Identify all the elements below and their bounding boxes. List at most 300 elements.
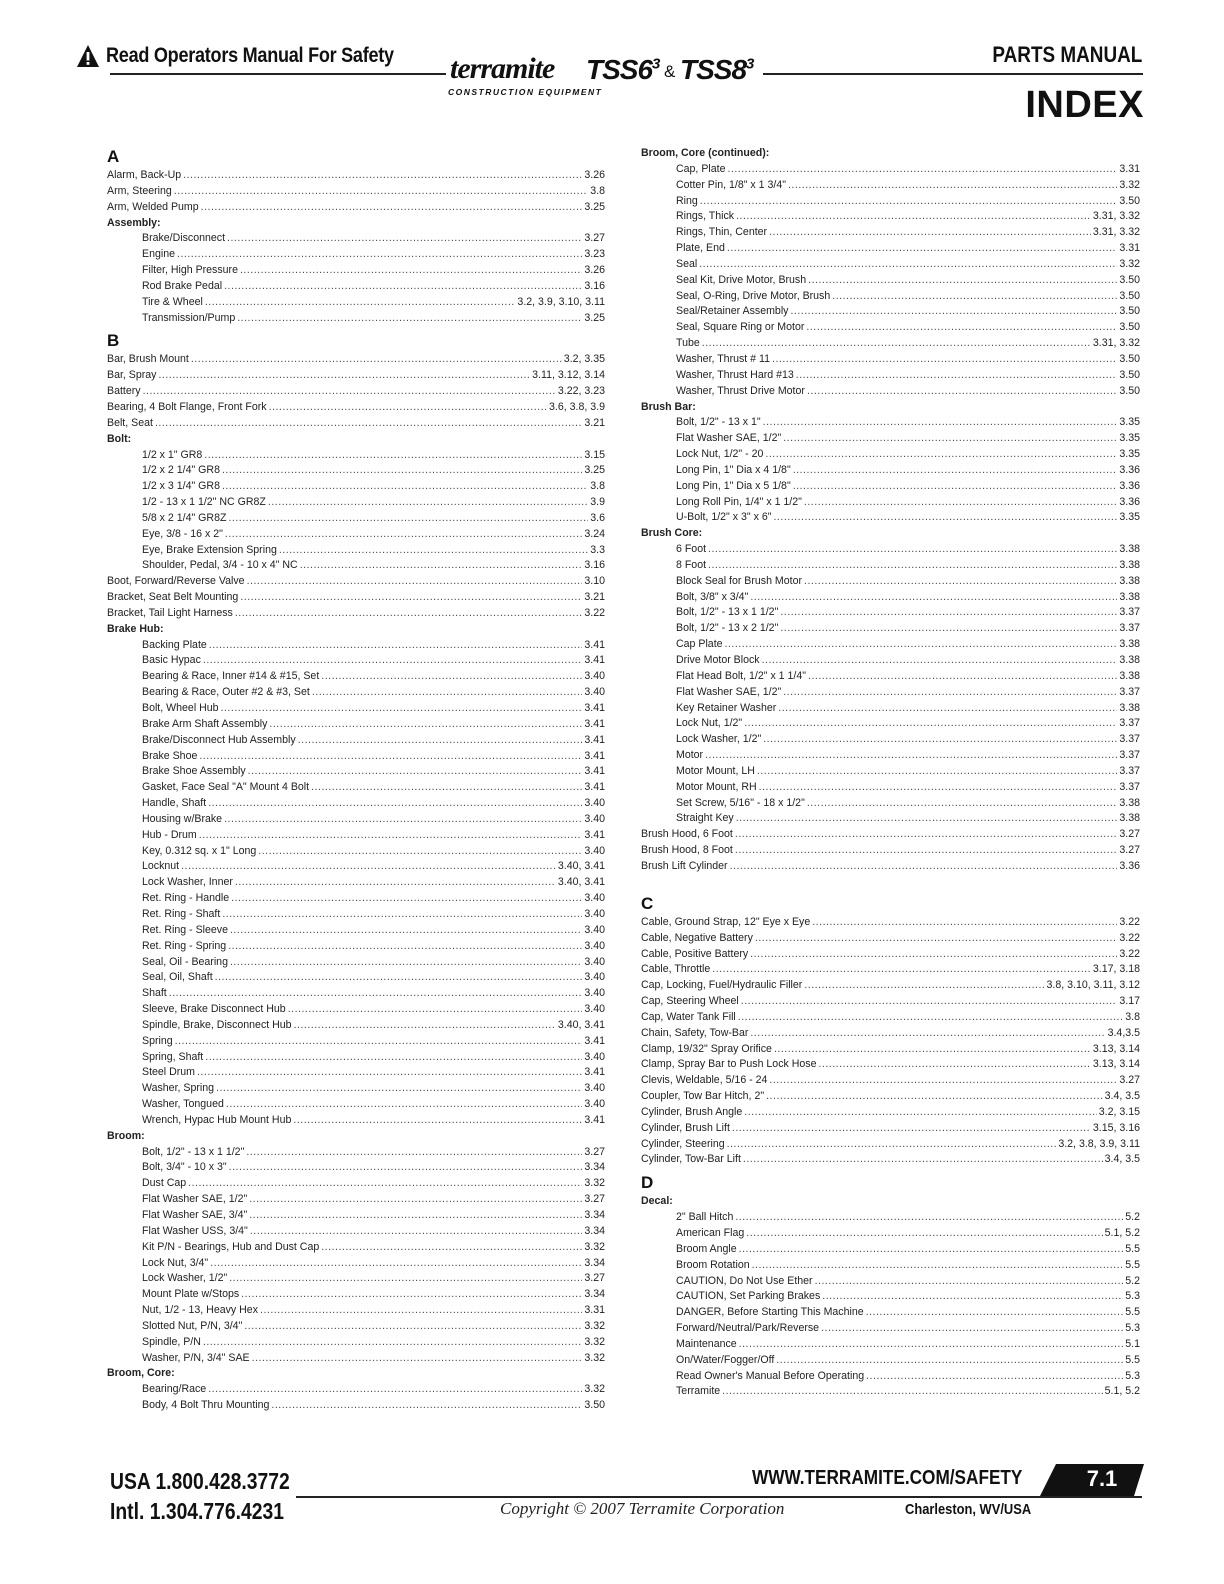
- index-entry: [641, 1353, 1140, 1369]
- dot-leader: [183, 168, 582, 184]
- index-entry: [641, 574, 1140, 590]
- entry-label: Brush Hood, 6 Foot: [641, 828, 733, 841]
- index-entry: [107, 907, 605, 923]
- entry-label: 8 Foot: [676, 558, 707, 571]
- entry-label: Steel Drum: [142, 1066, 195, 1079]
- index-group-heading: [107, 216, 605, 232]
- entry-page-ref: 3.38: [1119, 654, 1140, 666]
- warning-triangle-icon: [76, 44, 100, 68]
- entry-page-ref: 3.25: [584, 464, 605, 477]
- index-entry: [107, 606, 605, 622]
- dot-leader: [258, 844, 582, 860]
- index-entry: [641, 796, 1140, 812]
- entry-label: Long Pin, 1" Dia x 4 1/8": [676, 463, 791, 476]
- entry-page-ref: 3.41: [584, 749, 605, 762]
- entry-label: Motor Mount, RH: [676, 780, 757, 793]
- entry-page-ref: 3.22: [584, 606, 605, 619]
- dot-leader: [700, 194, 1118, 210]
- dot-leader: [776, 1353, 1123, 1369]
- entry-label: Brake Hub:: [107, 622, 164, 635]
- dot-leader: [727, 1137, 1057, 1153]
- dot-leader: [790, 304, 1117, 320]
- index-entry: [641, 732, 1140, 748]
- entry-label: Cap, Water Tank Fill: [641, 1010, 736, 1023]
- index-entry: [107, 1351, 605, 1367]
- entry-page-ref: 5.1, 5.2: [1104, 1385, 1140, 1398]
- index-entry: [641, 1121, 1140, 1137]
- index-entry: [641, 336, 1140, 352]
- dot-leader: [216, 1081, 582, 1097]
- entry-label: Kit P/N - Bearings, Hub and Dust Cap: [142, 1240, 320, 1253]
- entry-page-ref: 3.17, 3.18: [1092, 963, 1140, 976]
- dot-leader: [237, 311, 582, 327]
- index-entry: [641, 304, 1140, 320]
- entry-label: Lock Nut, 1/2" - 20: [676, 448, 764, 461]
- index-entry: [641, 1384, 1140, 1400]
- index-entry: [641, 1337, 1140, 1353]
- entry-page-ref: 3.37: [1119, 733, 1140, 746]
- entry-label: Bearing & Race, Outer #2 & #3, Set: [142, 686, 310, 699]
- entry-page-ref: 3.17: [1119, 995, 1140, 1008]
- entry-page-ref: 5.3: [1125, 1369, 1140, 1382]
- entry-label: Ret. Ring - Spring: [142, 939, 227, 952]
- entry-label: Seal, Oil - Bearing: [142, 955, 228, 968]
- index-entry: [641, 605, 1140, 621]
- dot-leader: [205, 1050, 582, 1066]
- entry-label: Alarm, Back-Up: [107, 169, 182, 181]
- entry-label: Brush Hood, 8 Foot: [641, 844, 733, 857]
- entry-page-ref: 3.40: [584, 987, 605, 1000]
- entry-label: Straight Key: [676, 812, 734, 825]
- entry-page-ref: 3.2, 3.35: [563, 353, 605, 366]
- entry-label: Cylinder, Steering: [641, 1137, 725, 1150]
- index-entry: [107, 653, 605, 669]
- index-entry: [107, 1065, 605, 1081]
- dot-leader: [783, 431, 1117, 447]
- index-entry: [107, 200, 605, 216]
- entry-label: Lock Nut, 3/4": [142, 1256, 209, 1269]
- entry-page-ref: 3.50: [1119, 352, 1140, 365]
- brand-logo: [446, 52, 764, 102]
- dot-leader: [793, 463, 1118, 479]
- entry-page-ref: 3.32: [1119, 178, 1140, 191]
- safety-url: WWW.TERRAMITE.COM/SAFETY: [752, 1467, 1023, 1489]
- entry-label: Bracket, Tail Light Harness: [107, 606, 233, 619]
- entry-page-ref: 3.40: [584, 939, 605, 952]
- entry-label: Lock Washer, 1/2": [676, 733, 762, 746]
- dot-leader: [249, 1192, 582, 1208]
- index-entry: [641, 780, 1140, 796]
- dot-leader: [228, 939, 582, 955]
- entry-label: Assembly:: [107, 216, 161, 229]
- dot-leader: [321, 1240, 582, 1256]
- index-entry: [641, 843, 1140, 859]
- entry-page-ref: 3.36: [1119, 495, 1140, 508]
- entry-label: Clamp, Spray Bar to Push Lock Hose: [641, 1058, 817, 1071]
- entry-page-ref: 3.32: [584, 1177, 605, 1190]
- manual-label: PARTS MANUAL: [992, 42, 1142, 67]
- entry-label: Seal, O-Ring, Drive Motor, Brush: [676, 289, 831, 302]
- entry-page-ref: 3.41: [584, 702, 605, 714]
- entry-label: Rod Brake Pedal: [142, 279, 223, 292]
- index-entry: [641, 685, 1140, 701]
- entry-label: Long Roll Pin, 1/4" x 1 1/2": [676, 495, 802, 508]
- dot-leader: [818, 1057, 1090, 1073]
- dot-leader: [188, 1176, 582, 1192]
- dot-leader: [778, 701, 1117, 717]
- entry-label: Set Screw, 5/16" - 18 x 1/2": [676, 796, 805, 809]
- dot-leader: [765, 447, 1117, 463]
- entry-page-ref: 5.1: [1125, 1337, 1140, 1350]
- entry-page-ref: 3.40: [584, 1050, 605, 1063]
- index-group-heading: [107, 1366, 605, 1382]
- index-entry: [641, 1073, 1140, 1089]
- index-entry: [107, 749, 605, 765]
- index-entry: [641, 978, 1140, 994]
- dot-leader: [725, 637, 1118, 653]
- index-entry: [107, 891, 605, 907]
- entry-page-ref: 3.34: [584, 1224, 605, 1237]
- entry-label: Filter, High Pressure: [142, 264, 238, 277]
- index-entry: [107, 828, 605, 844]
- entry-page-ref: 3.6, 3.8, 3.9: [549, 400, 605, 413]
- entry-page-ref: 3.8: [590, 480, 605, 493]
- index-entry: [107, 247, 605, 263]
- dot-leader: [268, 495, 588, 511]
- dot-leader: [224, 279, 582, 295]
- entry-label: Ret. Ring - Shaft: [142, 907, 221, 920]
- entry-label: Seal: [676, 257, 698, 270]
- entry-label: 1/2 x 1" GR8: [142, 448, 203, 461]
- dot-leader: [821, 1321, 1123, 1337]
- entry-page-ref: 3.21: [584, 591, 605, 604]
- section-letter: B: [107, 331, 120, 351]
- index-entry: [107, 384, 605, 400]
- entry-label: Cap, Locking, Fuel/Hydraulic Filler: [641, 979, 803, 992]
- dot-leader: [732, 1121, 1091, 1137]
- index-entry: [107, 812, 605, 828]
- dot-leader: [222, 479, 588, 495]
- dot-leader: [757, 764, 1117, 780]
- index-entry: [107, 231, 605, 247]
- index-entry: [641, 1042, 1140, 1058]
- entry-page-ref: 3.40, 3.41: [557, 876, 605, 889]
- entry-page-ref: 3.32: [1119, 257, 1140, 270]
- index-entry: [641, 1321, 1140, 1337]
- index-entry: [641, 194, 1140, 210]
- entry-page-ref: 3.37: [1119, 606, 1140, 619]
- entry-label: Decal:: [641, 1195, 673, 1208]
- entry-page-ref: 3.40: [584, 1082, 605, 1095]
- index-entry: [107, 638, 605, 654]
- entry-page-ref: 5.1, 5.2: [1104, 1227, 1140, 1239]
- entry-label: Broom Angle: [676, 1242, 737, 1255]
- entry-label: 1/2 - 13 x 1 1/2" NC GR8Z: [142, 496, 266, 509]
- index-entry: [641, 1210, 1140, 1226]
- entry-label: Brake Arm Shaft Assembly: [142, 717, 268, 730]
- dot-leader: [735, 843, 1118, 859]
- entry-label: Shaft: [142, 987, 167, 1000]
- dot-leader: [247, 574, 583, 590]
- entry-label: Cylinder, Brush Angle: [641, 1105, 743, 1118]
- entry-page-ref: 3.32: [584, 1319, 605, 1332]
- entry-label: Bar, Spray: [107, 369, 157, 382]
- index-entry: [107, 295, 605, 311]
- entry-page-ref: 3.37: [1119, 764, 1140, 777]
- entry-label: Washer, Thrust Hard #13: [676, 368, 794, 381]
- index-entry: [641, 384, 1140, 400]
- index-entry: [107, 1034, 605, 1050]
- entry-page-ref: 3.2, 3.9, 3.10, 3.11: [517, 295, 605, 308]
- entry-label: Rings, Thick: [676, 210, 735, 223]
- dot-leader: [260, 1303, 582, 1319]
- dot-leader: [705, 748, 1117, 764]
- brand-subtitle: CONSTRUCTION EQUIPMENT: [448, 87, 603, 97]
- index-entry: [107, 1002, 605, 1018]
- entry-label: Cotter Pin, 1/8" x 1 3/4": [676, 178, 786, 191]
- dot-leader: [744, 716, 1117, 732]
- dot-leader: [224, 812, 582, 828]
- index-entry: [107, 263, 605, 279]
- index-entry: [641, 1152, 1140, 1168]
- index-entry: [641, 701, 1140, 717]
- dot-leader: [226, 1097, 583, 1113]
- entry-label: Tire & Wheel: [142, 295, 203, 308]
- dot-leader: [231, 891, 582, 907]
- dot-leader: [288, 1002, 583, 1018]
- index-entry: [107, 558, 605, 574]
- dot-leader: [808, 273, 1117, 289]
- index-column-left: [107, 146, 605, 1414]
- dot-leader: [741, 994, 1118, 1010]
- entry-label: Bolt, 1/2" - 13 x 1 1/2": [142, 1145, 245, 1158]
- section-letter: D: [641, 1173, 654, 1193]
- dot-leader: [241, 1287, 582, 1303]
- entry-label: Clevis, Weldable, 5/16 - 24: [641, 1074, 768, 1087]
- entry-page-ref: 3.31: [584, 1304, 605, 1317]
- entry-page-ref: 5.2: [1125, 1274, 1140, 1287]
- entry-label: Cable, Throttle: [641, 963, 711, 976]
- entry-label: Bolt, 1/2" - 13 x 1 1/2": [676, 606, 779, 619]
- index-entry: [641, 947, 1140, 963]
- entry-page-ref: 3.15: [584, 448, 605, 461]
- entry-label: Lock Nut, 1/2": [676, 717, 743, 730]
- entry-page-ref: 3.38: [1119, 638, 1140, 651]
- index-entry: [641, 1369, 1140, 1385]
- index-entry: [107, 1335, 605, 1351]
- dot-leader: [298, 733, 583, 749]
- entry-label: Sleeve, Brake Disconnect Hub: [142, 1003, 286, 1016]
- index-entry: [107, 416, 605, 432]
- entry-label: Brush Core:: [641, 527, 703, 540]
- entry-label: Spring: [142, 1034, 173, 1047]
- dot-leader: [300, 558, 583, 574]
- entry-page-ref: 3.36: [1119, 463, 1140, 476]
- safety-warning: [76, 44, 441, 68]
- dot-leader: [866, 1305, 1124, 1321]
- entry-label: Brush Bar:: [641, 400, 696, 413]
- entry-page-ref: 3.21: [584, 416, 605, 429]
- entry-label: Seal, Square Ring or Motor: [676, 321, 805, 334]
- index-entry: [641, 431, 1140, 447]
- dot-leader: [750, 1026, 1105, 1042]
- index-entry: [107, 1176, 605, 1192]
- index-entry: [107, 986, 605, 1002]
- index-entry: [641, 479, 1140, 495]
- index-entry: [641, 621, 1140, 637]
- dot-leader: [269, 717, 582, 733]
- index-group-heading: [107, 622, 605, 638]
- index-entry: [641, 1026, 1140, 1042]
- dot-leader: [807, 384, 1117, 400]
- model-tss8: $TSS8^3$: [680, 54, 754, 85]
- entry-page-ref: 3.40, 3.41: [557, 1018, 605, 1031]
- entry-label: Drive Motor Block: [676, 654, 760, 666]
- entry-label: Slotted Nut, P/N, 3/4": [142, 1319, 243, 1332]
- entry-page-ref: 3.31, 3.32: [1092, 210, 1140, 223]
- dot-leader: [240, 263, 582, 279]
- entry-page-ref: 3.34: [584, 1209, 605, 1221]
- dot-leader: [235, 875, 556, 891]
- page-title: INDEX: [1025, 84, 1144, 126]
- index-entry: [107, 184, 605, 200]
- entry-page-ref: 3.35: [1119, 432, 1140, 445]
- entry-page-ref: 3.38: [1119, 574, 1140, 587]
- dot-leader: [249, 1208, 582, 1224]
- dot-leader: [769, 1073, 1117, 1089]
- entry-page-ref: 3.40, 3.41: [557, 860, 605, 873]
- dot-leader: [773, 510, 1117, 526]
- entry-page-ref: 3.40: [584, 686, 605, 699]
- index-entry: [641, 368, 1140, 384]
- index-entry: [641, 415, 1140, 431]
- dot-leader: [222, 463, 582, 479]
- entry-page-ref: 3.35: [1119, 448, 1140, 461]
- dot-leader: [244, 1319, 582, 1335]
- index-entry: [641, 764, 1140, 780]
- dot-leader: [815, 1274, 1124, 1290]
- entry-page-ref: 3.40: [584, 812, 605, 825]
- entry-label: 1/2 x 2 1/4" GR8: [142, 464, 220, 477]
- entry-label: Cable, Positive Battery: [641, 947, 749, 960]
- entry-label: Seal/Retainer Assembly: [676, 305, 789, 318]
- index-group-heading: [641, 146, 1140, 162]
- dot-leader: [208, 1382, 582, 1398]
- dot-leader: [208, 796, 582, 812]
- entry-label: CAUTION, Set Parking Brakes: [676, 1290, 821, 1303]
- dot-leader: [750, 947, 1117, 963]
- index-entry: [107, 479, 605, 495]
- entry-page-ref: 3.34: [584, 1288, 605, 1301]
- index-entry: [107, 1319, 605, 1335]
- entry-label: Boot, Forward/Reverse Valve: [107, 575, 245, 588]
- entry-page-ref: 5.3: [1125, 1290, 1140, 1303]
- entry-page-ref: 3.13, 3.14: [1092, 1042, 1140, 1055]
- entry-page-ref: 3.22, 3.23: [557, 385, 605, 398]
- dot-leader: [708, 558, 1117, 574]
- entry-label: Washer, Tongued: [142, 1098, 224, 1111]
- entry-page-ref: 3.25: [584, 200, 605, 213]
- entry-page-ref: 3.31, 3.32: [1092, 226, 1140, 239]
- entry-page-ref: 3.32: [584, 1383, 605, 1396]
- index-entry: [107, 590, 605, 606]
- section-letter: C: [641, 893, 654, 913]
- footer-rule: [296, 1496, 1142, 1498]
- entry-page-ref: 3.32: [584, 1335, 605, 1348]
- dot-leader: [240, 590, 582, 606]
- entry-page-ref: 3.40: [584, 923, 605, 936]
- entry-page-ref: 3.41: [584, 654, 605, 667]
- entry-page-ref: 3.38: [1119, 558, 1140, 571]
- index-group-heading: [641, 400, 1140, 416]
- dot-leader: [832, 289, 1117, 305]
- dot-leader: [311, 780, 582, 796]
- entry-label: Bolt:: [107, 432, 132, 445]
- dot-leader: [772, 352, 1117, 368]
- entry-page-ref: 3.41: [584, 765, 605, 778]
- index-entry: [107, 495, 605, 511]
- intl-phone: Intl. 1.304.776.4231: [110, 1498, 285, 1524]
- dot-leader: [229, 1271, 582, 1287]
- entry-page-ref: 3.38: [1119, 812, 1140, 825]
- entry-page-ref: 3.50: [1119, 273, 1140, 286]
- index-entry: [641, 209, 1140, 225]
- dot-leader: [246, 1145, 582, 1161]
- index-entry: [641, 637, 1140, 653]
- dot-leader: [736, 209, 1091, 225]
- entry-label: 1/2 x 3 1/4" GR8: [142, 480, 220, 493]
- entry-page-ref: 5.2: [1125, 1211, 1140, 1224]
- index-entry: [641, 1105, 1140, 1121]
- entry-page-ref: 3.38: [1119, 701, 1140, 714]
- entry-page-ref: 3.3: [590, 543, 605, 556]
- index-entry: [641, 669, 1140, 685]
- entry-label: Bracket, Seat Belt Mounting: [107, 591, 239, 604]
- entry-label: On/Water/Fogger/Off: [676, 1353, 775, 1366]
- entry-label: Body, 4 Bolt Thru Mounting: [142, 1399, 270, 1412]
- entry-page-ref: 3.10: [584, 575, 605, 588]
- entry-label: Key Retainer Washer: [676, 701, 777, 714]
- entry-page-ref: 3.41: [584, 638, 605, 651]
- entry-label: Bolt, 3/8" x 3/4": [676, 590, 749, 603]
- dot-leader: [321, 669, 582, 685]
- dot-leader: [702, 336, 1091, 352]
- entry-page-ref: 3.50: [1119, 305, 1140, 318]
- index-entry: [107, 955, 605, 971]
- entry-page-ref: 3.40: [584, 907, 605, 920]
- index-entry: [107, 511, 605, 527]
- entry-label: Backing Plate: [142, 638, 207, 651]
- entry-label: Cylinder, Brush Lift: [641, 1121, 730, 1134]
- index-entry: [107, 168, 605, 184]
- entry-label: American Flag: [676, 1227, 745, 1239]
- dot-leader: [201, 200, 583, 216]
- entry-label: Housing w/Brake: [142, 812, 223, 825]
- dot-leader: [271, 1398, 582, 1414]
- dot-leader: [230, 923, 582, 939]
- entry-label: Cylinder, Tow-Bar Lift: [641, 1153, 741, 1166]
- index-entry: [641, 748, 1140, 764]
- entry-page-ref: 3.2, 3.15: [1098, 1105, 1140, 1118]
- index-entry: [641, 178, 1140, 194]
- index-entry: [107, 970, 605, 986]
- entry-label: Motor Mount, LH: [676, 764, 755, 777]
- dot-leader: [808, 669, 1117, 685]
- dot-leader: [708, 542, 1117, 558]
- entry-label: Bearing & Race, Inner #14 & #15, Set: [142, 670, 320, 683]
- dot-leader: [215, 970, 583, 986]
- dot-leader: [699, 257, 1117, 273]
